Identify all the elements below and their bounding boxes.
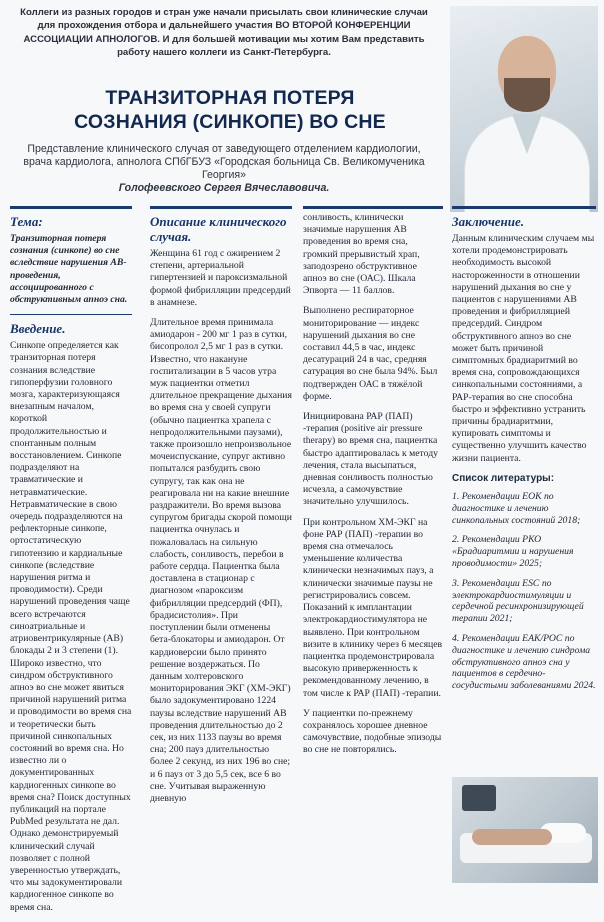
column-case-continued: [303, 212, 443, 765]
column-divider-2: [150, 206, 292, 209]
intro-text: Синкопе определяется как транзиторная потеря сознания вследствие гипоперфузии головного мозга, характеризующаяся внезапным началом, короткой продолжительностью и спонтанным полным восстановлением. Синкопе подразделяют на травматические и нетравматические. Нетравматические в свою очередь подразделяются на рефлекторные синкопе, ортостатическую гипотензию и кардиальные синкопе (вследствие нарушения ритма и проводимости). Среди нарушений проведения чаще всего встречаются синоатриальные и атриовентрикулярные (АВ) блокады 2 и 3 степени (1). Широко известно, что синдром обструктивного апноэ во сне может явиться причиной нарушений ритма и проводимости во время сна и теоретически быть причиной синкопальных состояний во время сна. Но известно ли о документированных кардиогенных синкопе во время сна? Поиск доступных публикаций на портале PubMed результата не дал. Однако демонстрируемый клинический случай позволяет с полной уверенностью утверждать, что мы задокументировали кардиогенное синкопе во время сна.: [10, 340, 132, 913]
column-divider-3: [303, 206, 443, 209]
column-divider-4: [452, 206, 596, 209]
author-name: Голофеевского Сергея Вячеславовича.: [118, 182, 330, 194]
title-line-2: СОЗНАНИЯ (СИНКОПЕ) ВО СНЕ: [74, 111, 386, 133]
reference-item: 4. Рекомендации ЕАК/РОС по диагностике и лечению синдрома обструктивного апноэ сна у пациентов в сердечно-сосудистыми заболеваниями 2024.: [452, 633, 596, 692]
divider: [10, 314, 132, 315]
reference-item: 2. Рекомендации РКО «Брадиаритмии и нарушения проводимости» 2025;: [452, 534, 574, 570]
case-heading: Описание клинического случая.: [150, 214, 287, 244]
column-divider-1: [10, 206, 132, 209]
column-topic-intro: [10, 212, 132, 922]
subtitle-text: Представление клинического случая от заведующего отделением кардиологии, врача кардиолога, апнолога СПбГБУЗ «Городская больница Св. Великомученика Георгия»: [23, 143, 425, 181]
intro-paragraph: Коллеги из разных городов и стран уже начали присылать свои клинические случаи для прохождения отбора и дальнейшего участия ВО ВТОРОЙ КОНФЕРЕНЦИИ АССОЦИАЦИИ АПНОЛОГОВ. И для большей мотивации мы хотим Вам представить работу нашего коллеги из Санкт-Петербурга.: [20, 7, 428, 58]
conclusion-text: Данным клиническим случаем мы хотели продемонстрировать необходимость высокой настороженности в отношении нарушений дыхания во сне у пациентов с нарушениями АВ проведения и фибрилляцией предсердий. Синдром обструктивного апноэ во сне может быть причиной симптомных брадиаритмий во время сна, сопровождающихся синкопальными состояниями, а РАР-терапия во сне способна быстро и эффективно устранить причины брадиаритмии, купировать симптомы и существенно улучшить качество жизни пациента.: [452, 233, 595, 464]
intro-heading: Введение.: [10, 321, 66, 337]
article-subtitle: [14, 143, 434, 195]
case-paragraph-5: Инициирована РАР (ПАП) -терапия (positive air pressure therapy) во время сна, пациентка быстро адаптировалась к методу лечения, стала высыпаться, дневная сонливость полностью исчезла, а самочувствие значительно улучшилось.: [303, 411, 438, 508]
case-paragraph-2: Длительное время принимала амиодарон - 200 мг 1 раз в сутки, бисопролол 2,5 мг 1 раз в сутки. Известно, что накануне госпитализации в 5 часов утра муж пациентки отметил длительное прекращение дыхания во время сна у своей супруги (обычно пациентка храпела с непродолжительными паузами), также произошло непроизвольное мочеиспускание, супруг активно попытался разбудить свою супругу, так как она не реагировала ни на какие внешние раздражители. Во время вызова супругом бригады скорой помощи пациентка очнулась и пожаловалась на сильную слабость, сонливость, перебои в работе сердца. Пациентка была доставлена в стационар с диагнозом «пароксизм фибрилляции предсердий (ФП), брадисистолия». При поступлении были отменены бета-блокаторы и амиодарон. От кардиоверсии было принято решение воздержаться. По данным холтеровского мониторирования ЭКГ (ХМ-ЭКГ) было задокументировано 1224 паузы вследствие нарушений АВ проведения длительностью до 2 сек, из них 1133 паузы во время сна; 200 пауз длительностью более 2 секунд, из них 196 во сне; и 6 пауз от 3 до 5,5 сек, все 6 во сне. Учитывая выраженную дневную: [150, 317, 292, 804]
case-paragraph-4: Выполнено респираторное мониторирование — индекс нарушений дыхания во сне составил 44,5 в час, индекс десатураций 24 в час, средняя сатурация во сне была 94%. Был подтвержден ОАС в тяжёлой форме.: [303, 305, 438, 402]
title-line-1: ТРАНЗИТОРНАЯ ПОТЕРЯ: [105, 87, 355, 109]
author-photo: [450, 6, 598, 212]
topic-text: Транзиторная потеря сознания (синкопе) во сне вследствие нарушения АВ-проведения, ассоциированного с обструктивным апноэ сна.: [10, 233, 128, 306]
topic-heading: Тема:: [10, 214, 43, 229]
article-title: [40, 86, 420, 134]
references-heading: Список литературы:: [452, 472, 555, 484]
clinical-photo: [452, 777, 598, 883]
case-paragraph-1: Женщина 61 год с ожирением 2 степени, артериальной гипертензией и пароксизмальной формой фибрилляции предсердий в анамнезе.: [150, 248, 291, 308]
case-paragraph-7: У пациентки по-прежнему сохранялось хорошее дневное самочувствие, подобные эпизоды во сне не повторялись.: [303, 707, 442, 756]
case-paragraph-6: При контрольном ХМ-ЭКГ на фоне РАР (ПАП) -терапии во время сна отмечалось уменьшение количества клинически незначимых пауз, а клинически значимые паузы не регистрировались совсем. Показаний к имплантации электрокардиостимулятора не выявлено. При контрольном визите в клинику через 6 месяцев пациентка продемонстрировала высокую приверженность к рекомендованному лечению, в том числе к РАР (ПАП) -терапии.: [303, 516, 443, 699]
conclusion-heading: Заключение.: [452, 214, 525, 229]
reference-item: 3. Рекомендации ESC по электрокардиостимуляции и сердечной ресинхронизирующей терапии 2021;: [452, 577, 584, 625]
column-case-description: [150, 212, 292, 813]
case-paragraph-3: сонливость, клинически значимые нарушения АВ проведения во время сна, громкий прерывистый храп, заподозрено обструктивное апноэ во сне (ОАС). Шкала Эпворта — 11 баллов.: [303, 212, 420, 297]
column-conclusion: [452, 212, 596, 700]
reference-item: 1. Рекомендации ЕОК по диагностике и лечению синкопальных состояний 2018;: [452, 491, 581, 526]
